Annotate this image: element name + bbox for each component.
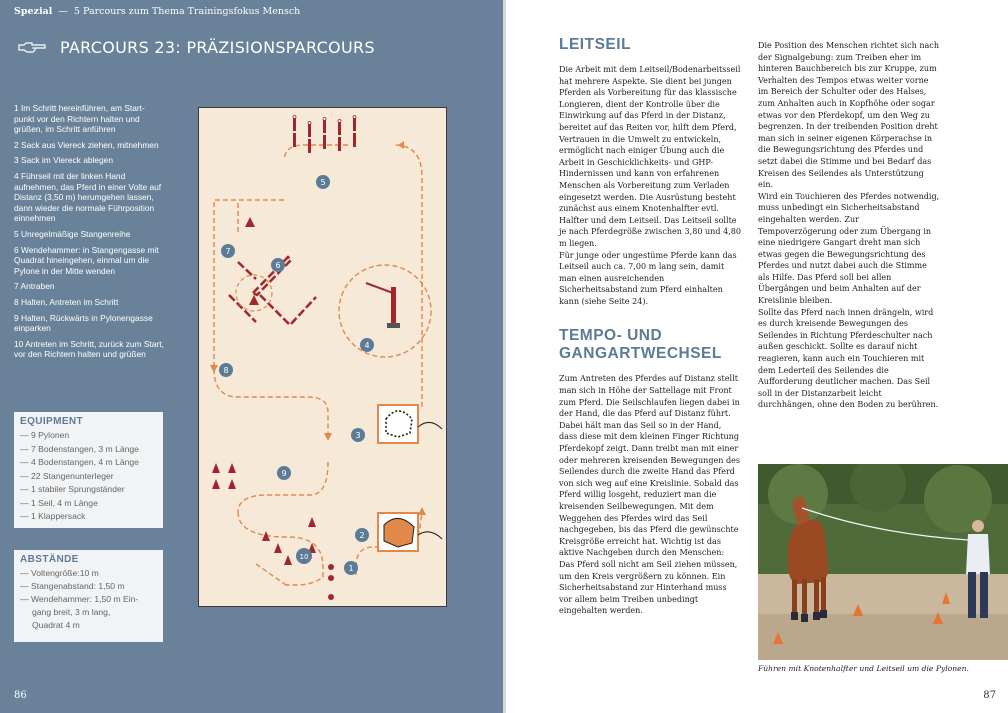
distances-box [14, 548, 163, 642]
equipment-item: — 9 Pylonen [20, 430, 70, 440]
jump-stand [391, 287, 396, 325]
pointing-hand-icon [18, 41, 46, 55]
step-item: 8 Halten, Antreten im Schritt [14, 296, 119, 307]
header-section: Spezial [14, 6, 53, 17]
step-item: 3 Sack im Viereck ablegen [14, 155, 114, 166]
step-item: 7 Antraben [14, 281, 55, 292]
marker-label: 4 [364, 341, 370, 350]
marker-label: 8 [223, 366, 229, 375]
equipment-item: — 22 Stangenunterleger [20, 470, 114, 481]
page-number-left: 86 [14, 690, 27, 701]
step-item: 4 Führseil mit der linken Hand aufnehmen, das Pferd in einer Volte auf Distanz (3,50 m) herumgehen lassen, dann wieder die normale Führposition einnehmen [14, 170, 162, 224]
step-item: 1 Im Schritt hereinführen, am Start-punkt vor den Richtern halten und grüßen, im Schritt anführen [14, 103, 145, 135]
page-number-right: 87 [983, 690, 996, 701]
text-column-1 [559, 36, 741, 617]
marker-label: 3 [355, 431, 361, 440]
distances-item: Quadrat 4 m [32, 620, 80, 630]
equipment-item: — 4 Bodenstangen, 4 m Länge [20, 457, 139, 467]
distances-item: — Voltengröße:10 m [20, 568, 99, 578]
page-title: PARCOURS 23: PRÄZISIONSPARCOURS [60, 38, 375, 57]
marker-label: 10 [299, 553, 309, 561]
horse-photo [758, 464, 1008, 660]
equipment-box [14, 410, 163, 528]
step-item: 5 Unregelmäßige Stangenreihe [14, 228, 131, 239]
photo-caption: Führen mit Knotenhalfter und Leitseil um die Pylonen. [758, 664, 969, 673]
marker-9 [277, 466, 291, 480]
step-item: 9 Halten, Rückwärts in Pylonengasse einparken [14, 312, 153, 334]
equipment-title: EQUIPMENT [20, 416, 84, 427]
sack-shape [384, 518, 414, 547]
marker-1 [344, 561, 358, 575]
distances-item: — Stangenabstand: 1,50 m [20, 581, 125, 591]
marker-10 [296, 548, 312, 564]
step-item: 2 Sack aus Viereck ziehen, mitnehmen [14, 139, 159, 150]
title-row [18, 38, 375, 57]
right-page [506, 0, 1008, 713]
step-item: 6 Wendehammer: in Stangengasse mit Quadrat hineingehen, einmal um die Pylone in der Mitte wenden [14, 244, 159, 276]
marker-2 [355, 528, 369, 542]
distances-title: ABSTÄNDE [20, 554, 79, 565]
equipment-item: — 7 Bodenstangen, 3 m Länge [20, 443, 139, 454]
body-paragraph: Die Arbeit mit dem Leitseil/Bodenarbeitsseil hat mehrere Aspekte. Sie dient bei jungen Pferden als Vorbereitung für das klassische Longieren, dient der Kontrolle über die Einwirkung auf das Pferd in der Distanz, bereitet auf das Reiten vor, hilft dem Pferd, Vertrauen in die Umwelt zu entwickeln, ermöglicht nach einiger Übung auch die Arbeit in Geschicklichkeits- und GHP-Hindernissen und kann von erfahrenen Menschen als Vorbereitung zum Verladen eingesetzt werden. Die Ausrüstung besteht zunächst aus einem Knotenhalfter evtl. Halfter und dem Leitseil. Das Leitseil sollte je nach Pferdegröße zwischen 3,80 und 4,80 m liegen. [559, 65, 741, 248]
step-item: 10 Antreten im Schritt, zurück zum Start, vor den Richtern halten und grüßen [14, 338, 164, 360]
body-paragraph: Sollte das Pferd nach innen drängeln, wird es durch kreisende Bewegungen des Seilendes in Richtung Pferdeschulter nach außen geschickt. Sollte es darauf nicht reagieren, kann auch ein Touchieren mit dem Lederteil des Seilendes die Aufforderung deutlicher machen. Das Seil soll in der Distanzarbeit leicht durchhängen, ohne den Boden zu berühren. [758, 307, 939, 410]
section-heading-leitseil: LEITSEIL [559, 36, 632, 53]
marker-label: 9 [281, 469, 287, 478]
distances-item: — Wendehammer: 1,50 m Ein- [20, 594, 139, 604]
marker-3 [351, 428, 365, 442]
body-paragraph: Zum Antreten des Pferdes auf Distanz stellt man sich in Höhe der Sattellage mit Front zum Pferd. Die Seilschlaufen liegen dabei in der Hand, die das Pferd auf Distanz führt. Dabei hält man das Seil so in der Hand, dass diese mit dem kleinen Finger Richtung Pferdekopf zeigt. Dann treibt man mit einer oder mehreren kreisenden Bewegungen des Seilendes durch die zweite Hand das Pferd von sich weg auf eine Kreislinie. Sobald das Pferd willig losgeht, reduziert man die kreisenden Seilbewegungen. Mit dem Weggehen des Pferdes wird das Seil nachgegeben, bis das Pferd die gewünschte Kreisgröße erreicht hat. Wichtig ist das aktive Nachgeben durch den Menschen: Das Pferd soll nicht am Seil ziehen müssen, um den Kreis vergrößern zu können. Ein Sicherheitsabstand zur Hinterhand muss vor allem beim Treiben unbedingt eingehalten werden. [559, 374, 741, 616]
marker-label: 5 [320, 178, 326, 187]
marker-8 [219, 363, 233, 377]
steps-list [14, 103, 164, 365]
marker-label: 7 [225, 247, 231, 256]
marker-6 [271, 258, 285, 272]
body-paragraph: Wird ein Touchieren des Pferdes notwendig, muss unbedingt ein Sicherheitsabstand eingehalten werden. Zur Tempoverzögerung oder zum Übergang in eine niedrigere Gangart dreht man sich etwas gegen die Bewegungsrichtung des Pferdes und nutzt dabei auch die Stimme als Hilfe. Das Pferd soll bei allen Übergängen und beim Anhalten auf der Kreislinie bleiben. [758, 191, 940, 306]
marker-4 [360, 338, 374, 352]
header-dash: — [58, 6, 68, 17]
equipment-item: — 1 stabiler Sprungständer [20, 484, 125, 494]
body-paragraph: Die Position des Menschen richtet sich nach der Signalgebung: zum Treiben eher im hinteren Bauchbereich bis zur Kruppe, zum Verhalten des Tempos etwas weiter vorne im Bereich der Schulter oder des Halses, zum Anhalten auch in Kopfhöhe oder sogar etwas vor den Pferdekopf, um den Weg zu begrenzen. In der treibenden Position dreht man sich in seiner eigenen Körperachse in die Bewegungsrichtung des Pferdes und setzt dabei die Stimme und bei Bedarf das Kreisen des Seilendes als Unterstützung ein. [758, 41, 939, 190]
marker-label: 6 [275, 261, 281, 270]
text-column-2 [758, 40, 940, 411]
body-paragraph: Für junge oder ungestüme Pferde kann das Leitseil auch ca. 7,00 m lang sein, damit man einen ausreichenden Sicherheitsabstand zum Pferd einhalten kann (siehe Seite 24). [559, 250, 737, 306]
course-diagram [198, 107, 447, 607]
stand-base [387, 323, 400, 328]
equipment-item: — 1 Seil, 4 m Länge [20, 497, 98, 508]
section-heading-tempo: TEMPO- UND GANGARTWECHSEL [559, 327, 722, 363]
equipment-item: — 1 Klappersack [20, 511, 86, 521]
distances-item: gang breit, 3 m lang, [32, 607, 111, 617]
marker-label: 1 [348, 564, 354, 573]
marker-label: 2 [359, 531, 365, 540]
marker-7 [221, 244, 235, 258]
running-header [14, 6, 300, 17]
left-page [0, 0, 503, 713]
marker-5 [316, 175, 330, 189]
header-subtitle: 5 Parcours zum Thema Trainingsfokus Mensch [73, 6, 301, 17]
